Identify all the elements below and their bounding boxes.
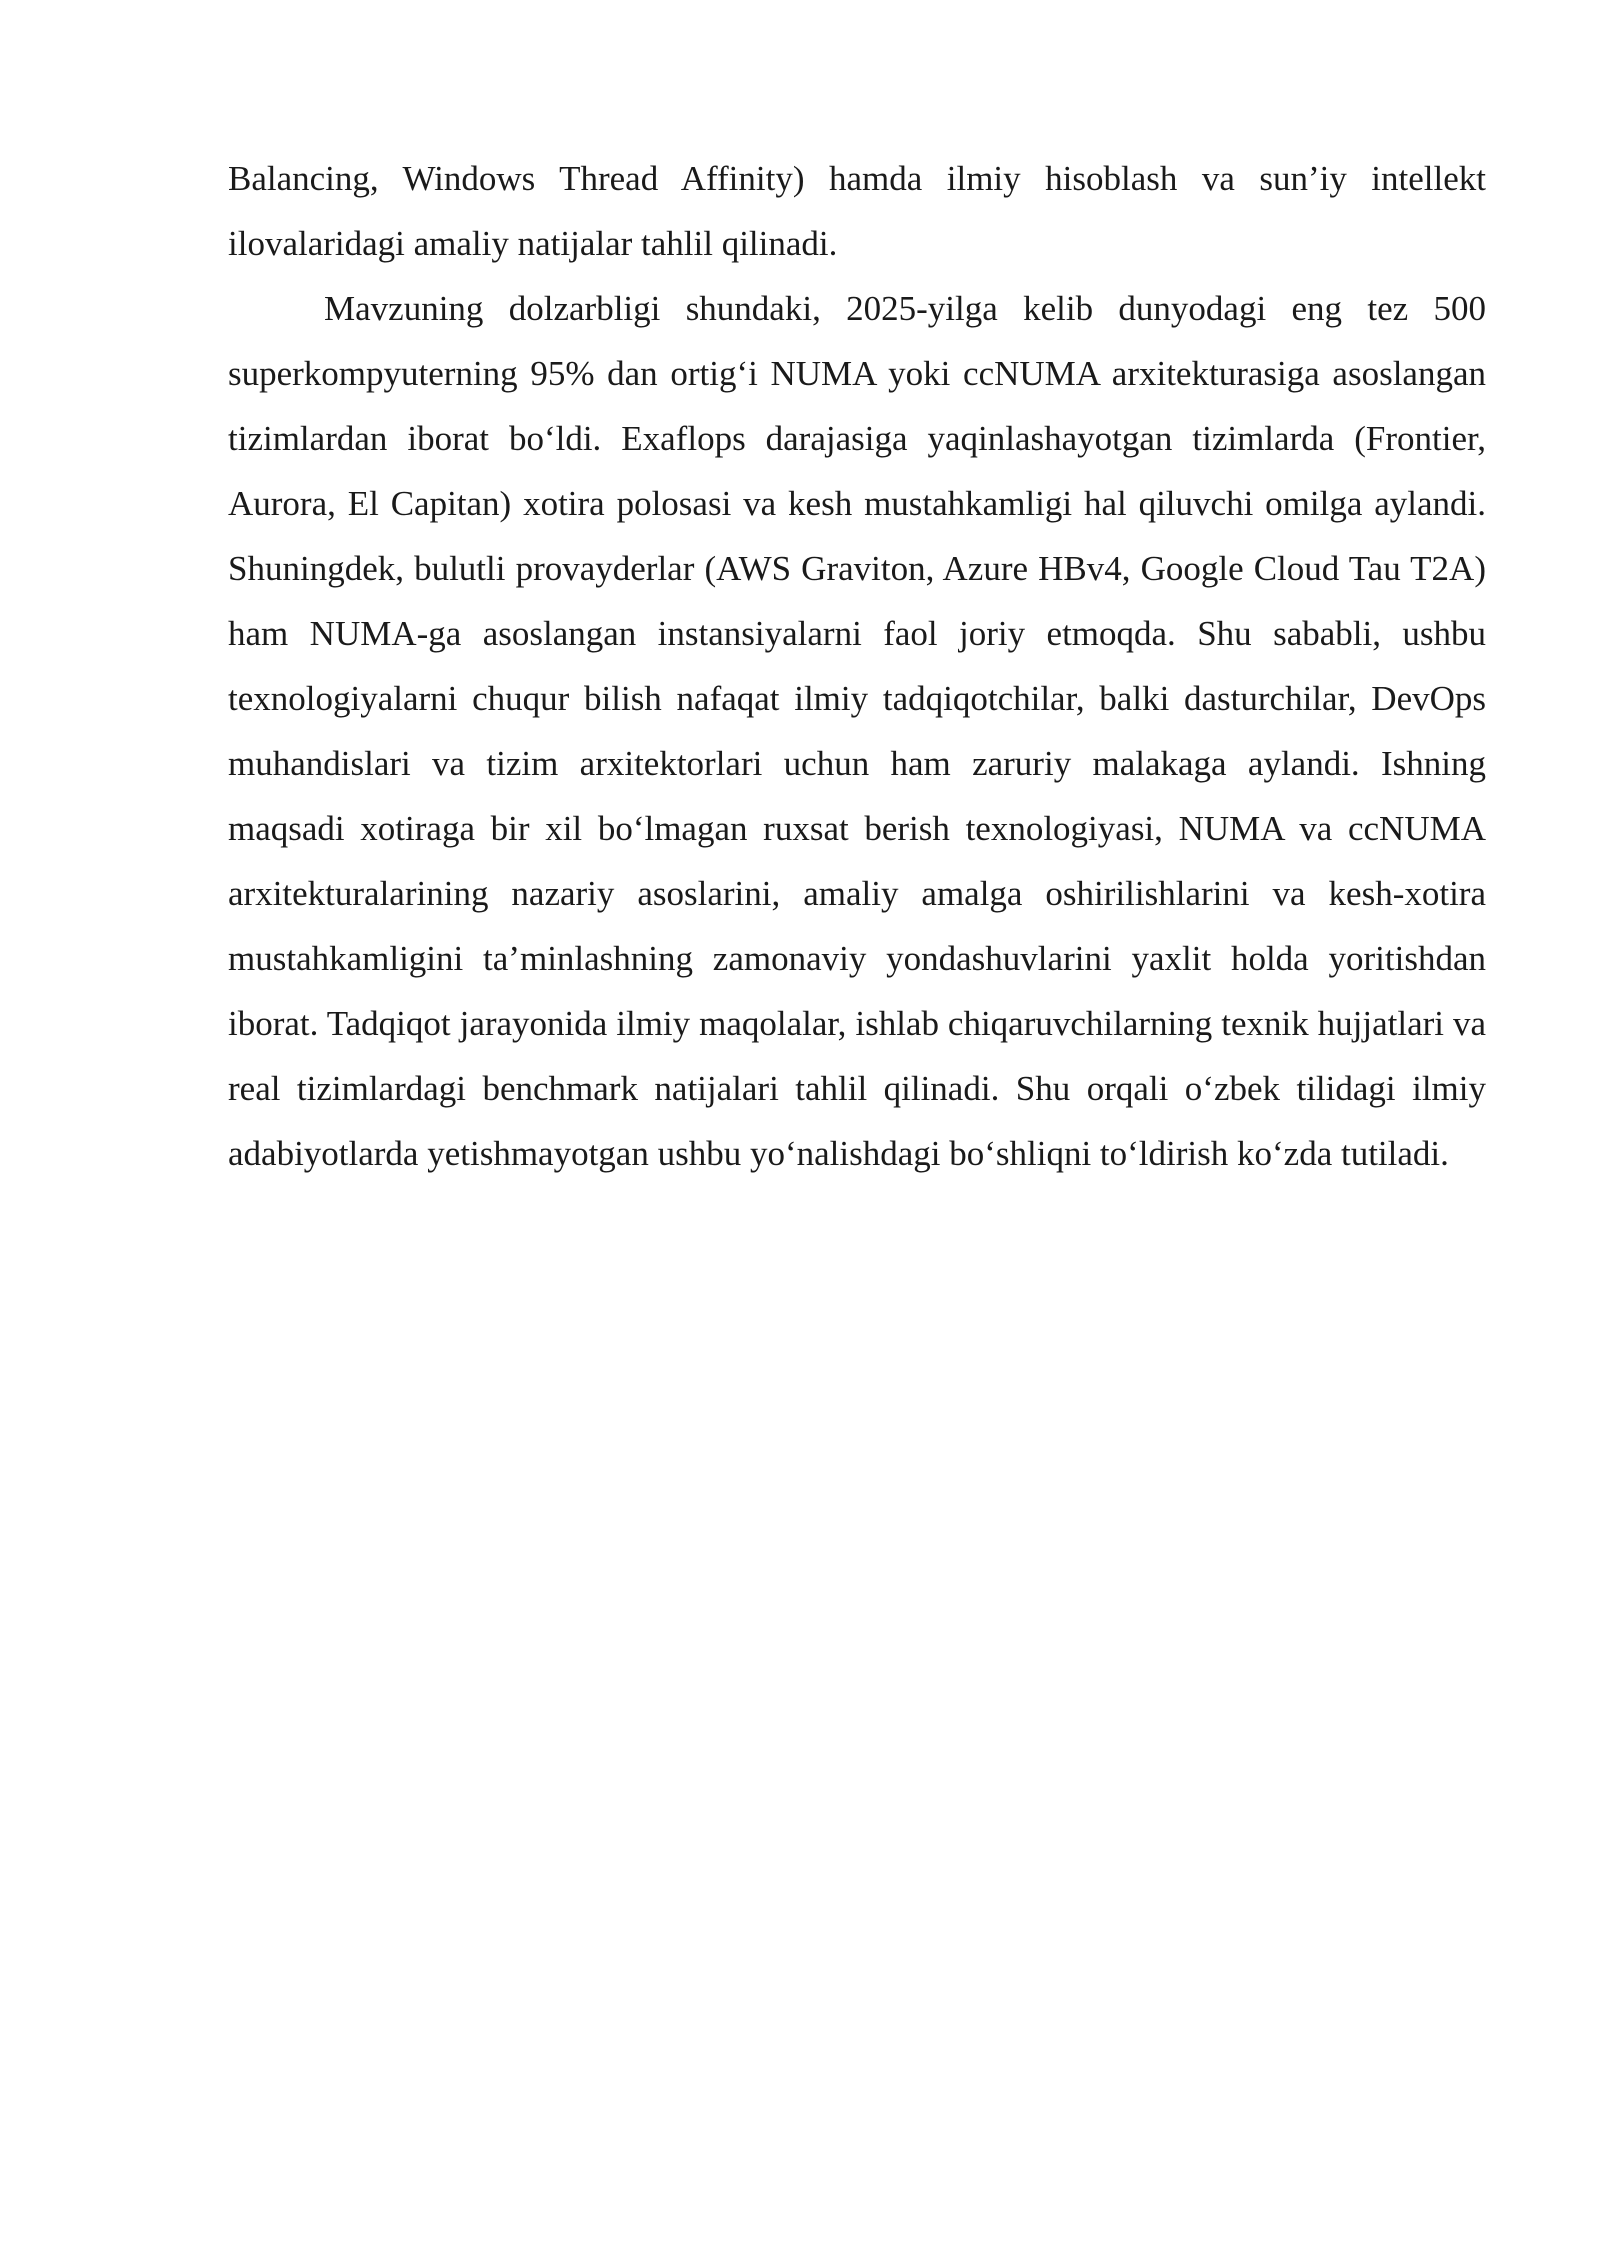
paragraph-continuation: Balancing, Windows Thread Affinity) hamda ilmiy hisoblash va sun’iy intellekt ilovalaridagi amaliy natijalar tahlil qilinadi. xyxy=(228,159,1486,263)
paragraph-relevance: Mavzuning dolzarbligi shundaki, 2025-yilga kelib dunyodagi eng tez 500 superkompyuterning 95% dan ortig‘i NUMA yoki ccNUMA arxitekturasiga asoslangan tizimlardan iborat bo‘ldi. Exaflops darajasiga yaqinlashayotgan tizimlarda (Frontier, Aurora, El Capitan) xotira polosasi va kesh mustahkamligi hal qiluvchi omilga aylandi. Shuningdek, bulutli provayderlar (AWS Graviton, Azure HBv4, Google Cloud Tau T2A) ham NUMA-ga asoslangan instansiyalarni faol joriy etmoqda. Shu sababli, ushbu texnologiyalarni chuqur bilish nafaqat ilmiy tadqiqotchilar, balki dasturchilar, DevOps muhandislari va tizim arxitektorlari uchun ham zaruriy malakaga aylandi. Ishning maqsadi xotiraga bir xil bo‘lmagan ruxsat berish texnologiyasi, NUMA va ccNUMA arxitekturalarining nazariy asoslarini, amaliy amalga oshirilishlarini va kesh-xotira mustahkamligini ta’minlashning zamonaviy yondashuvlarini yaxlit holda yoritishdan iborat. Tadqiqot jarayonida ilmiy maqolalar, ishlab chiqaruvchilarning texnik hujjatlari va real tizimlardagi benchmark natijalari tahlil qilinadi. Shu orqali o‘zbek tilidagi ilmiy adabiyotlarda yetishmayotgan ushbu yo‘nalishdagi bo‘shliqni to‘ldirish ko‘zda tutiladi. xyxy=(228,289,1486,1173)
document-body xyxy=(228,146,1486,1186)
